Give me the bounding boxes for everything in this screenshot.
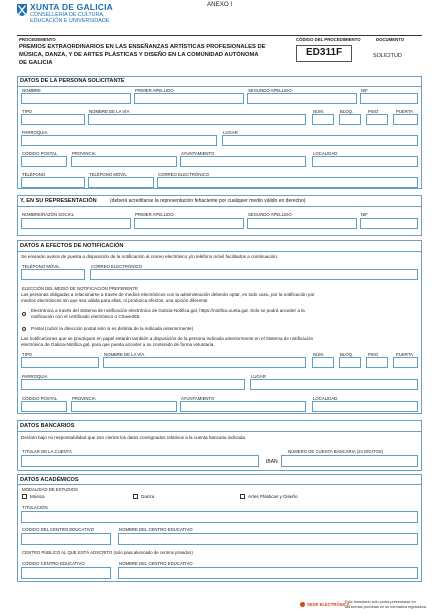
titular-field[interactable] [21, 455, 259, 467]
label-notif-lugar: LUGAR [251, 374, 266, 379]
piso-field[interactable] [366, 114, 388, 125]
notif-tipo-field[interactable] [21, 357, 99, 368]
bank-declaration: Declaro bajo mi responsabilidad que son ciertos los datos consignados relativos a la cuenta bancaria indicada. [21, 435, 247, 440]
xunta-shield-icon [17, 4, 27, 16]
titulacion-field[interactable] [21, 511, 418, 523]
annex-label: ANEXO I [207, 1, 233, 8]
label-ayuntamiento: AYUNTAMIENTO [181, 151, 215, 156]
label-primer-apellido: PRIMER APELLIDO [135, 88, 174, 93]
telefono-movil-field[interactable] [88, 177, 154, 188]
org-department-line2: EDUCACIÓN E UNIVERSIDADE [30, 18, 110, 24]
footer-note-line2: las formas previstas en su normativa reguladora [345, 604, 427, 609]
puerta-field[interactable] [393, 114, 418, 125]
electronic-option-line2: notificación con el certificado electrónico o Chave365. [31, 313, 141, 319]
notif-lugar-field[interactable] [250, 379, 418, 390]
procedure-title-line3: DE GALICIA [19, 59, 53, 66]
musica-checkbox[interactable] [22, 494, 27, 499]
section-divider [17, 251, 422, 252]
rep-primer-apellido-field[interactable] [134, 218, 244, 229]
nombre-field[interactable] [21, 93, 131, 104]
section-divider [17, 86, 422, 87]
medio-text-line2: medios electrónicos sin que sea válida para ellas, ni produzca efectos, una opción diferente. [21, 297, 209, 303]
razon-social-field[interactable] [21, 218, 131, 229]
postal-note-line1: Las notificaciones que se practiquen en papel estarán también a disposición de la persona indicada anteriormente en el Sistema de notificación [21, 336, 314, 341]
codigo-postal-field[interactable] [21, 156, 67, 167]
correo-field[interactable] [157, 177, 418, 188]
notif-ayuntamiento-field[interactable] [180, 401, 306, 412]
label-telefono-movil: TELÉFONO MÓVIL [89, 172, 127, 177]
codigo-centro2-field[interactable] [21, 567, 111, 579]
label-bloq: BLOQ. [340, 109, 354, 114]
medio-text-line1: Las personas obligadas a relacionarse a través de medios electrónicos con la administración deberán optar, en todo caso, por la notificación por [21, 292, 315, 297]
representative-section-title: Y, EN SU REPRESENTACIÓN [20, 198, 97, 204]
codigo-centro-field[interactable] [21, 533, 111, 545]
academic-section-title: DATOS ACADÉMICOS [20, 477, 79, 483]
label-codigo-centro2: CÓDIGO CENTRO EDUCATIVO [22, 561, 85, 566]
document-label: DOCUMENTO [376, 37, 405, 42]
artes-checkbox[interactable] [240, 494, 245, 499]
label-notif-num: NÚM. [313, 352, 324, 357]
nif-field[interactable] [360, 93, 418, 104]
rep-nif-field[interactable] [360, 218, 418, 229]
lugar-field[interactable] [222, 135, 418, 146]
label-telefono: TELÉFONO [22, 172, 46, 177]
label-tipo: TIPO [22, 109, 33, 114]
section-divider [17, 431, 422, 432]
procedure-title-line1: PREMIOS EXTRAORDINARIOS EN LAS ENSEÑANZAS ARTÍSTICAS PROFESIONALES DE [19, 44, 266, 50]
label-num: NÚM. [313, 109, 324, 114]
label-localidad: LOCALIDAD [313, 151, 338, 156]
label-notif-provincia: PROVINCIA [72, 396, 96, 401]
label-titulacion: TITULACIÓN [22, 505, 48, 510]
footer-note-line1: Este formulario solo podrá presentarse en [345, 600, 416, 604]
label-rep-primer-apellido: PRIMER APELLIDO [135, 212, 174, 217]
label-notif-ayuntamiento: AYUNTAMIENTO [181, 396, 215, 401]
label-codigo-postal: CÓDIGO POSTAL [22, 151, 58, 156]
org-department-line1: CONSELLERÍA DE CULTURA, [30, 12, 105, 18]
label-notif-nombre-via: NOMBRE DE LA VÍA [104, 352, 145, 357]
provincia-field[interactable] [71, 156, 177, 167]
footer-note [345, 600, 426, 609]
rep-segundo-apellido-field[interactable] [247, 218, 357, 229]
label-notif-tipo: TIPO [22, 352, 33, 357]
postal-note [21, 336, 313, 347]
label-nombre-centro: NOMBRE DEL CENTRO EDUCATIVO [119, 527, 193, 532]
label-titular: TITULAR DE LA CUENTA [22, 449, 72, 454]
localidad-field[interactable] [312, 156, 418, 167]
label-nombre-centro2: NOMBRE DEL CENTRO EDUCATIVO [119, 561, 193, 566]
sede-electronica-icon [300, 602, 305, 607]
label-notif-localidad: LOCALIDAD [313, 396, 338, 401]
postal-note-line2: electrónica de Galicia-Notifica.gal, para que pueda acceder a su contenido de forma voluntaria. [21, 341, 215, 347]
label-puerta: PUERTA [396, 109, 414, 114]
bloq-field[interactable] [339, 114, 361, 125]
representative-note: (deberá acreditarse la representación fehaciente por cualquier medio válido en derecho) [110, 198, 306, 204]
label-notif-telefono-movil: TELÉFONO MÓVIL [22, 264, 60, 269]
label-nombre: NOMBRE [22, 88, 41, 93]
notif-piso-field[interactable] [366, 357, 388, 368]
notif-puerta-field[interactable] [393, 357, 418, 368]
label-notif-codigo-postal: CÓDIGO POSTAL [22, 396, 58, 401]
section-divider [17, 206, 422, 207]
label-notif-bloq: BLOQ. [340, 352, 354, 357]
org-name: XUNTA DE GALICIA [30, 2, 114, 12]
label-numero-cuenta: NÚMERO DE CUENTA BANCARIA (24 DÍGITOS) [288, 449, 384, 454]
nombre-centro2-field[interactable] [118, 567, 418, 579]
label-provincia: PROVINCIA [72, 151, 96, 156]
modalidad-label: MODALIDAD DE ESTUDIOS [22, 487, 78, 492]
label-notif-piso: PISO [368, 352, 379, 357]
iban-field[interactable] [281, 455, 418, 467]
centro-publico-label: CENTRO PÚBLICO AL QUE ESTÁ ADSCRITO (solo para alumnado de centros privados) [22, 550, 193, 555]
label-correo: CORREO ELECTRÓNICO [158, 172, 210, 177]
label-codigo-centro: CÓDIGO DEL CENTRO EDUCATIVO [22, 527, 95, 532]
nombre-via-field[interactable] [88, 114, 306, 125]
section-divider [17, 484, 422, 485]
label-notif-correo: CORREO ELECTRÓNICO [91, 264, 143, 269]
parroquia-field[interactable] [21, 135, 217, 146]
notif-nombre-via-field[interactable] [103, 357, 306, 368]
label-piso: PISO [368, 109, 379, 114]
segundo-apellido-field[interactable] [247, 93, 357, 104]
tipo-field[interactable] [21, 114, 85, 125]
electronic-notification-option [31, 308, 305, 319]
notif-localidad-field[interactable] [312, 401, 418, 412]
notification-intro: Se enviarán avisos de puesta a disposición de la notificación al correo electrónico y/o teléfono móvil facilitados a continuación: [21, 254, 279, 259]
primer-apellido-field[interactable] [134, 93, 244, 104]
notification-section-title: DATOS A EFECTOS DE NOTIFICACIÓN [20, 243, 124, 249]
postal-notification-radio[interactable] [22, 327, 26, 331]
label-parroquia: PARROQUIA [22, 130, 48, 135]
label-nombre-via: NOMBRE DE LA VÍA [89, 109, 130, 114]
postal-notification-option: Postal (cubrir la dirección postal solo si es distinta de la indicada anteriormente) [31, 326, 194, 331]
notif-correo-field[interactable] [90, 269, 418, 280]
bank-section-title: DATOS BANCARIOS [20, 423, 75, 429]
label-lugar: LUGAR [223, 130, 238, 135]
iban-label: IBAN [266, 459, 278, 465]
medio-text [21, 292, 315, 303]
danza-checkbox[interactable] [133, 494, 138, 499]
procedure-label: PROCEDEMENTO [19, 37, 56, 42]
notif-parroquia-field[interactable] [21, 379, 245, 390]
num-field[interactable] [312, 114, 334, 125]
xunta-logo [17, 3, 27, 15]
medio-label: ELECCIÓN DEL MEDIO DE NOTIFICACIÓN PREFERENTE [22, 286, 138, 291]
notif-telefono-movil-field[interactable] [21, 269, 85, 280]
notif-provincia-field[interactable] [71, 401, 177, 412]
label-rep-segundo-apellido: SEGUNDO APELLIDO [248, 212, 292, 217]
label-segundo-apellido: SEGUNDO APELLIDO [248, 88, 292, 93]
electronic-option-line1: Electrónica a través del Sistema de notificación electrónica de Galicia-Notifica.gal, https://notifica.xunta.gal. Solo se podrá acceder a la [31, 308, 305, 313]
telefono-field[interactable] [21, 177, 85, 188]
procedure-code-label: CÓDIGO DEL PROCEDIMIENTO [296, 37, 361, 42]
label-rep-nif: NIF [361, 212, 368, 217]
notif-bloq-field[interactable] [339, 357, 361, 368]
label-notif-parroquia: PARROQUIA [22, 374, 48, 379]
musica-option: Música [30, 494, 45, 499]
footer-brand: SEDE ELECTRÓNICA [307, 602, 350, 607]
label-nif: NIF [361, 88, 368, 93]
label-notif-puerta: PUERTA [396, 352, 414, 357]
procedure-title-line2: MÚSICA, DANZA, Y DE ARTES PLÁSTICAS Y DISEÑO EN LA COMUNIDAD AUTÓNOMA [19, 51, 259, 58]
nombre-centro-field[interactable] [118, 533, 418, 545]
danza-option: Danza [141, 494, 155, 499]
applicant-section-title: DATOS DE LA PERSONA SOLICITANTE [20, 78, 125, 84]
procedure-title [19, 44, 266, 67]
artes-option: Artes Plásticas y Diseño [248, 494, 298, 499]
procedure-code: ED311F [306, 47, 343, 58]
notif-num-field[interactable] [312, 357, 334, 368]
notif-codigo-postal-field[interactable] [21, 401, 67, 412]
electronic-notification-radio[interactable] [22, 312, 26, 316]
document-type: SOLICITUD [373, 53, 402, 59]
ayuntamiento-field[interactable] [180, 156, 306, 167]
label-razon-social: NOMBRE/RAZÓN SOCIAL [22, 212, 75, 217]
